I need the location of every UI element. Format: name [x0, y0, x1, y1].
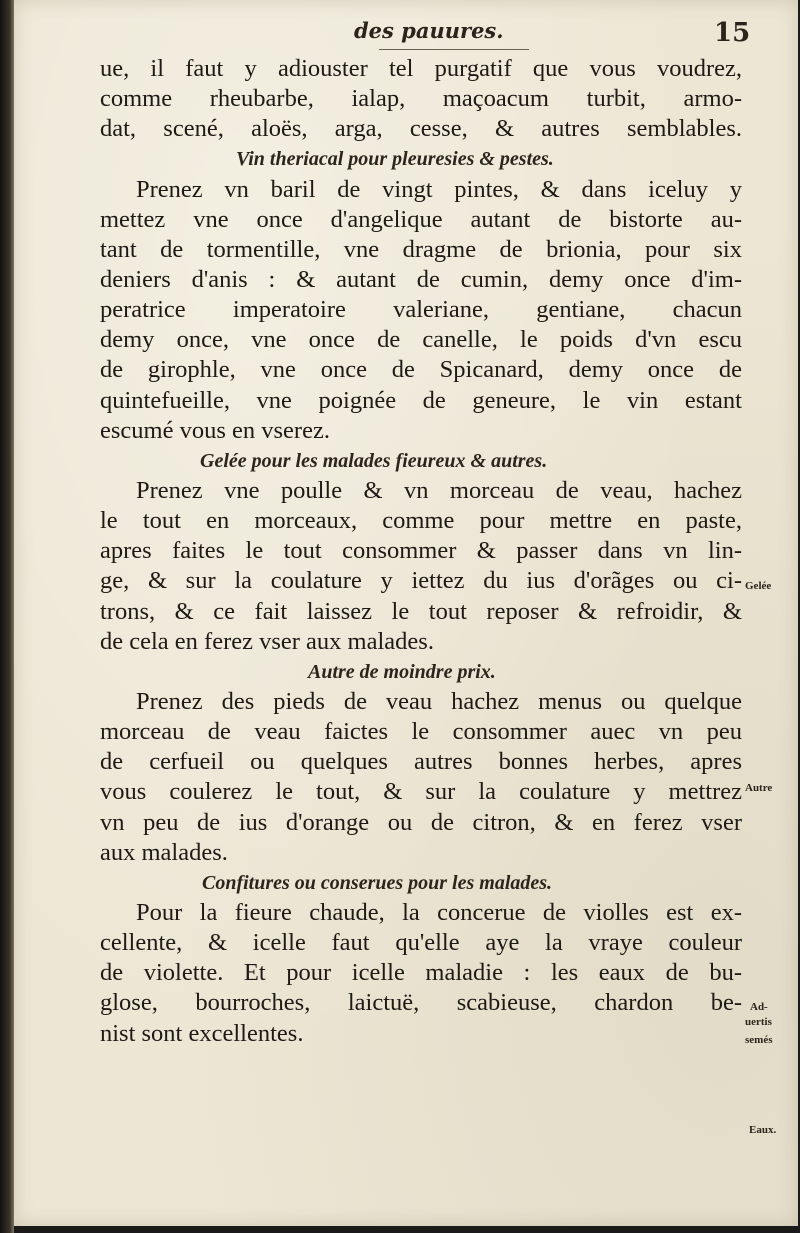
text-line: de cela en ferez vser aux malades.	[100, 627, 434, 655]
page-body-text	[100, 54, 742, 1049]
text-line: vn peu de ius d'orange ou de citron, & en ferez vser	[100, 808, 742, 836]
text-line: glose, bourroches, laictuë, scabieuse, chardon be-	[100, 989, 742, 1017]
margin-note-advertissement-3: semés	[745, 1034, 773, 1046]
running-title-underline	[379, 49, 529, 50]
text-line: le tout en morceaux, comme pour mettre en paste,	[100, 507, 742, 535]
text-line: dat, scené, aloës, arga, cesse, & autres semblables.	[100, 115, 742, 143]
section-heading-autre: Autre de moindre prix.	[308, 660, 496, 683]
text-line: Pour la fieure chaude, la concerue de violles est ex-	[136, 898, 742, 926]
text-line: demy once, vne once de canelle, le poids d'vn escu	[100, 326, 742, 354]
text-line: cellente, & icelle faut qu'elle aye la vraye couleur	[100, 929, 742, 957]
text-line: vous coulerez le tout, & sur la coulature y mettrez	[100, 778, 742, 806]
text-line: aux malades.	[100, 838, 228, 866]
text-line: tant de tormentille, vne dragme de brionia, pour six	[100, 235, 742, 263]
text-line: de cerfueil ou quelques autres bonnes herbes, apres	[100, 748, 742, 776]
margin-note-advertissement-2: uertis	[745, 1016, 772, 1028]
text-line: de girophle, vne once de Spicanard, demy once de	[100, 356, 742, 384]
text-line: apres faites le tout consommer & passer dans vn lin-	[100, 537, 742, 565]
text-line: peratrice imperatoire valeriane, gentiane, chacun	[100, 296, 742, 324]
text-line: Prenez vn baril de vingt pintes, & dans iceluy y	[136, 175, 742, 203]
book-page	[14, 0, 798, 1226]
text-line: de violette. Et pour icelle maladie : les eaux de bu-	[100, 959, 742, 987]
section-heading-gelee: Gelée pour les malades fieureux & autres.	[200, 449, 548, 472]
margin-note-autre: Autre	[745, 782, 773, 794]
running-title: des pauures.	[354, 18, 504, 43]
page-number: 15	[714, 18, 751, 48]
text-line: Prenez vne poulle & vn morceau de veau, hachez	[136, 476, 742, 504]
text-line: nist sont excellentes.	[100, 1019, 304, 1047]
text-line: trons, & ce fait laissez le tout reposer & refroidir, &	[100, 597, 742, 625]
text-line: quintefueille, vne poignée de geneure, le vin estant	[100, 386, 742, 414]
text-line: ge, & sur la coulature y iettez du ius d'orãges ou ci-	[100, 567, 742, 595]
text-line: ue, il faut y adiouster tel purgatif que vous voudrez,	[100, 55, 742, 82]
text-line: morceau de veau faictes le consommer auec vn peu	[100, 718, 742, 746]
text-line: escumé vous en vserez.	[100, 416, 330, 444]
section-heading-confitures: Confitures ou conserues pour les malades.	[202, 871, 553, 894]
book-gutter-edge	[0, 0, 14, 1233]
text-line: Prenez des pieds de veau hachez menus ou quelque	[136, 687, 742, 715]
text-line: comme rheubarbe, ialap, maçoacum turbit, armo-	[100, 85, 742, 113]
margin-note-eaux: Eaux.	[749, 1124, 777, 1136]
section-heading-vin-theriacal: Vin theriacal pour pleuresies & pestes.	[236, 148, 554, 171]
margin-note-gelee: Gelée	[745, 580, 772, 592]
text-line: deniers d'anis : & autant de cumin, demy once d'im-	[100, 265, 742, 293]
text-line: mettez vne once d'angelique autant de bistorte au-	[100, 205, 742, 233]
margin-note-advertissement-1: Ad-	[750, 1001, 768, 1013]
